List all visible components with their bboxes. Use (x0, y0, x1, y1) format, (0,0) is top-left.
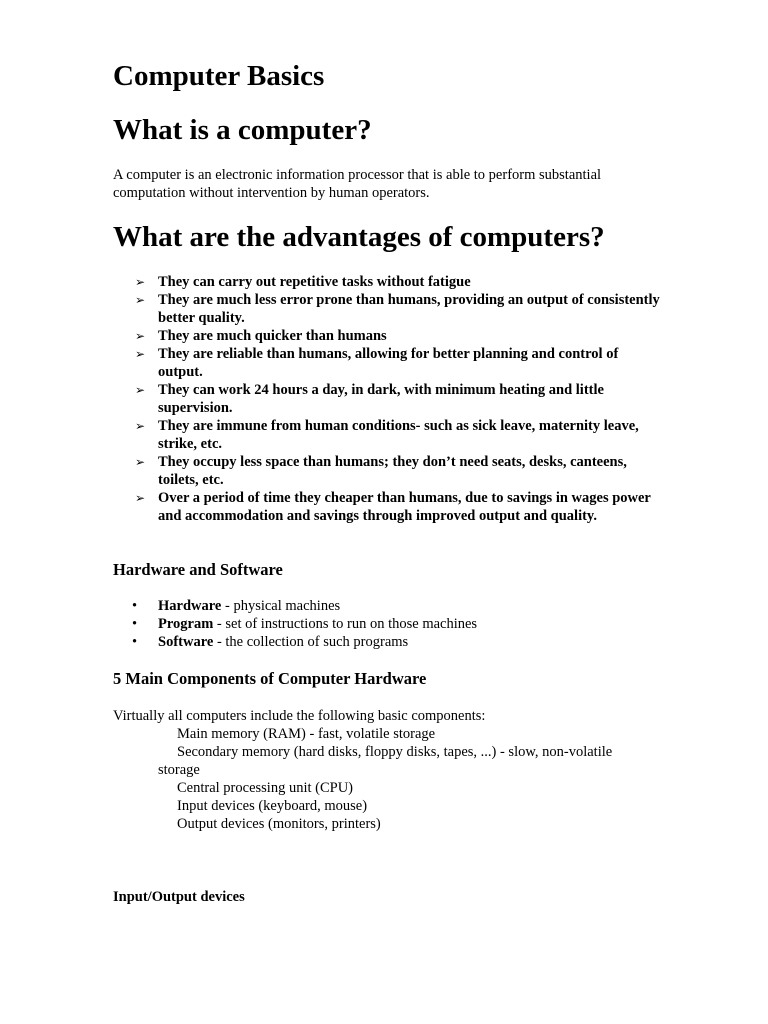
list-item-text: They are reliable than humans, allowing for better planning and control of output. (158, 346, 619, 380)
arrow-bullet-icon: ➢ (135, 455, 146, 469)
components-intro: Virtually all computers include the following basic components: (113, 708, 486, 724)
list-item-text: They occupy less space than humans; they don’t need seats, desks, canteens, toilets, etc. (158, 454, 627, 488)
list-item-text: They can work 24 hours a day, in dark, with minimum heating and little supervision. (158, 382, 604, 416)
list-item (113, 597, 663, 615)
bullet-icon: • (132, 634, 138, 650)
term-label: Program (158, 616, 214, 632)
list-item (113, 345, 663, 381)
list-item (113, 291, 663, 327)
document-title: Computer Basics (113, 60, 325, 92)
bullet-icon: • (132, 598, 138, 614)
term-label: Hardware (158, 598, 222, 614)
heading-what-is-computer: What is a computer? (113, 114, 372, 146)
list-item (113, 633, 663, 651)
list-item-text: Over a period of time they cheaper than humans, due to savings in wages power and accommodation and savings through improved output and quality. (158, 490, 651, 524)
component-item: Input devices (keyboard, mouse) (177, 798, 368, 814)
heading-advantages: What are the advantages of computers? (113, 221, 605, 253)
list-item (113, 381, 663, 417)
arrow-bullet-icon: ➢ (135, 347, 146, 361)
component-item: Secondary memory (hard disks, floppy disks, tapes, ...) - slow, non-volatile storage (158, 744, 613, 778)
components-block (113, 707, 648, 833)
term-description: - the collection of such programs (213, 634, 409, 650)
arrow-bullet-icon: ➢ (135, 293, 146, 307)
heading-hardware-software: Hardware and Software (113, 560, 283, 579)
paragraph-computer-definition: A computer is an electronic information processor that is able to perform substantial computation without intervention by human operators. (113, 167, 602, 201)
list-item-text: They can carry out repetitive tasks without fatigue (158, 274, 471, 290)
list-item (113, 417, 663, 453)
list-item (113, 273, 663, 291)
heading-input-output-devices: Input/Output devices (113, 889, 245, 905)
list-item-text: They are much quicker than humans (158, 328, 387, 344)
arrow-bullet-icon: ➢ (135, 383, 146, 397)
arrow-bullet-icon: ➢ (135, 491, 146, 505)
arrow-bullet-icon: ➢ (135, 419, 146, 433)
list-item (113, 453, 663, 489)
list-item (113, 327, 663, 345)
arrow-bullet-icon: ➢ (135, 275, 146, 289)
component-item: Output devices (monitors, printers) (177, 816, 381, 832)
term-description: - set of instructions to run on those machines (213, 616, 478, 632)
term-label: Software (158, 634, 214, 650)
hardware-software-list (113, 597, 663, 651)
bullet-icon: • (132, 616, 138, 632)
list-item-text: They are immune from human conditions- such as sick leave, maternity leave, strike, etc. (158, 418, 639, 452)
component-item: Central processing unit (CPU) (177, 780, 353, 796)
component-item: Main memory (RAM) - fast, volatile storage (177, 726, 436, 742)
arrow-bullet-icon: ➢ (135, 329, 146, 343)
term-description: - physical machines (221, 598, 341, 614)
list-item (113, 489, 663, 525)
heading-main-components: 5 Main Components of Computer Hardware (113, 669, 427, 688)
list-item (113, 615, 663, 633)
list-item-text: They are much less error prone than humans, providing an output of consistently better quality. (158, 292, 660, 326)
advantages-list (113, 273, 663, 525)
